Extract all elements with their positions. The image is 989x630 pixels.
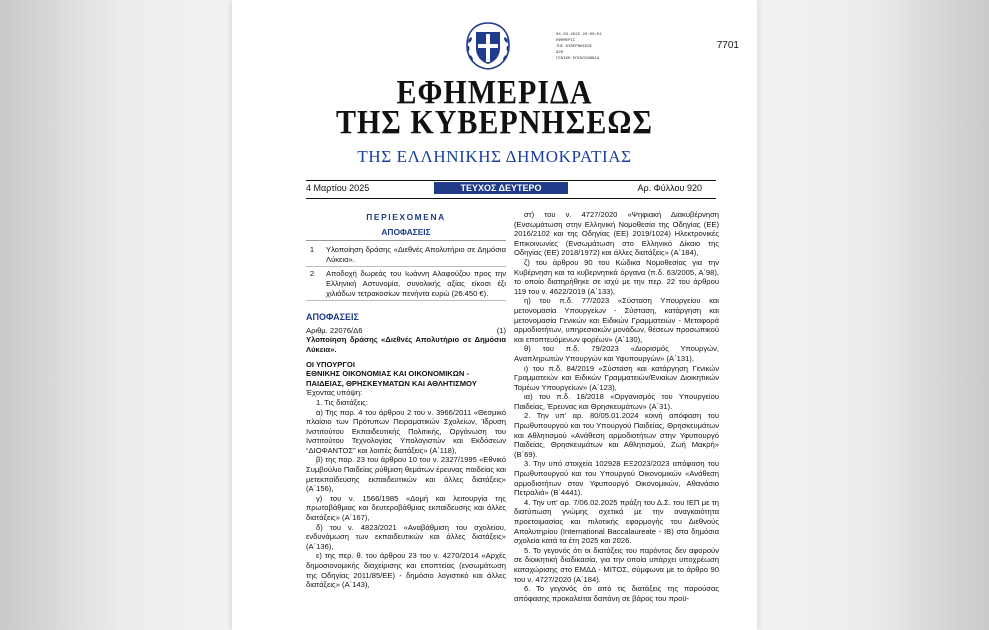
body-paragraph: 5. Το γεγονός ότι οι διατάξεις του παρόντος δεν αφορούν σε διοικητική διαδικασία, για την οποία υπάρχει υποχρέωση καταχώρισης στο ΕΜΔΔ - ΜΙΤΟΣ, σύμφωνα με το άρθρο 90 του ν. 4727/2020 (Α΄184).: [514, 545, 719, 584]
contents-item-text: Αποδοχή δωρεάς του Ιωάννη Αλαφούζου προς την Ελληνική Αστυνομία, συνολικής αξίας είκοσι έξι χιλιάδων τετρακοσίων πενήντα ευρώ (26.450 €).: [326, 269, 506, 298]
body-paragraph: ε) της περ. θ. του άρθρου 23 του ν. 4270/2014 «Αρχές δημοσιονομικής διαχείρισης και εποπτείας (ενσωμάτωση της Οδηγίας 2011/85/ΕΕ) - δημόσιο λογιστικό και άλλες διατάξεις» (Α΄143),: [306, 551, 506, 590]
greek-coat-of-arms-icon: [461, 20, 515, 72]
body-paragraph: δ) του ν. 4823/2021 «Αναβάθμιση του σχολείου, ενδυνάμωση των εκπαιδευτικών και άλλες διατάξεις» (Α΄136),: [306, 522, 506, 551]
body-paragraph: η) του π.δ. 77/2023 «Σύσταση Υπουργείου και μετονομασία Υπουργείων - Σύσταση, κατάργηση και μετονομασία Γενικών και Ειδικών Γραμματειών - Μεταφορά αρμοδιοτήτων, υπηρεσιακών μονάδων, θέσεων προσωπικού και εποπτευόμενων φορέων» (Α΄130),: [514, 296, 719, 344]
issue-series-badge: ΤΕΥΧΟΣ ΔΕΥΤΕΡΟ: [434, 182, 568, 194]
contents-divider: [306, 240, 506, 241]
right-column: [514, 210, 719, 603]
meta-line: ΤΗΣ ΚΥΒΕΡΝΗΣΕΩΣ: [556, 45, 593, 49]
issue-sheet-number: Αρ. Φύλλου 920: [637, 183, 702, 193]
body-paragraph: 3. Την υπό στοιχεία 102928 ΕΞ2023/2023 απόφαση του Πρωθυπουργού και του Υπουργού Οικονομικών «Ανάθεση αρμοδιοτήτων στον Υφυπουργό Οικονομικών, Αθανάσιο Πετραλιά» (Β΄4441).: [514, 459, 719, 498]
body-paragraph: α) Της παρ. 4 του άρθρου 2 του ν. 3966/2011 «Θεσμικό πλαίσιο των Πρότυπων Πειραματικών Σχολείων, Ίδρυση Ινστιτούτου Εκπαιδευτικής Πολιτικής, Οργάνωση του Ινστιτούτου Τεχνολογίας Υπολογιστών και Εκδόσεων “ΔΙΟΦΑΝΤΟΣ” και λοιπές διατάξεις» (Α΄118),: [306, 407, 506, 455]
gazette-subtitle: ΤΗΣ ΕΛΛΗΝΙΚΗΣ ΔΗΜΟΚΡΑΤΙΑΣ: [357, 147, 632, 166]
body-paragraph: 4. Την υπ' αρ. 7/06.02.2025 πράξη του Δ.Σ. του ΙΕΠ με τη διατύπωση γνώμης σχετικά με την αναγκαιότητα προετοιμασίας και πιλοτικής εφαρμογής του Διεθνούς Απολυτηρίου (International Baccalaureate - IB) στα δημόσια σχολεία κατά τα έτη 2025 και 2026.: [514, 497, 719, 546]
issue-info-row: [306, 183, 716, 195]
decision-title: Υλοποίηση δράσης «Διεθνές Απολυτήριο σε Δημόσια Λύκεια».: [306, 335, 506, 354]
contents-item-number: 1: [309, 245, 315, 255]
meta-line: 04.03.2025 20:00:01: [556, 33, 602, 37]
contents-item[interactable]: [306, 243, 506, 267]
body-paragraph: γ) του ν. 1566/1985 «Δομή και λειτουργία της πρωτοβάθμιας και δευτεροβάθμιας εκπαίδευσης και άλλες διατάξεις» (Α΄167),: [306, 493, 506, 523]
contents-heading: ΠΕΡΙΕΧΟΜΕΝΑ: [366, 212, 446, 222]
contents-item-text: Υλοποίηση δράσης «Διεθνές Απολυτήριο σε Δημόσια Λύκεια».: [326, 245, 506, 264]
contents-section-heading: ΑΠΟΦΑΣΕΙΣ: [381, 226, 431, 237]
gazette-title-line1: ΕΦΗΜΕΡΙΔΑ: [396, 73, 593, 111]
header-top-rule: [306, 180, 716, 181]
header-bottom-rule: [306, 198, 716, 199]
body-paragraph: θ) του π.δ. 79/2023 «Διορισμός Υπουργών, Αναπληρωτών Υπουργών και Υφυπουργών» (Α΄131),: [514, 344, 719, 363]
having-regard: Έχοντας υπόψη:: [306, 388, 363, 398]
contents-item-number: 2: [309, 269, 315, 279]
meta-line: ΕΦΗΜΕΡΙΣ: [556, 39, 576, 43]
decision-number: Αριθμ. 22076/Δ6: [306, 325, 363, 335]
ministers-line: ΟΙ ΥΠΟΥΡΓΟΙ: [306, 359, 355, 369]
body-paragraph: 2. Την υπ' αρ. 80/05.01.2024 κοινή απόφαση του Πρωθυπουργού και του Υπουργού Παιδείας, Θρησκευμάτων και Αθλητισμού «Ανάθεση αρμοδιοτήτων στην Υφυπουργό Παιδείας, Θρησκευμάτων και Αθλητισμού, Ζωή Μακρή» (Β΄69).: [514, 411, 719, 459]
body-paragraph: ι) του π.δ. 84/2019 «Σύσταση και κατάργηση Γενικών Γραμματειών και Ειδικών Γραμματειών/Ενιαίων Διοικητικών Τομέων Υπουργείων» (Α΄123),: [514, 363, 719, 392]
decision-number-row: [306, 326, 506, 336]
body-paragraph: ζ) του άρθρου 90 του Κώδικα Νομοθεσίας για την Κυβέρνηση και τα κυβερνητικά όργανα (π.δ. 63/2005, Α΄98), το οποίο διατηρήθηκε σε ισχύ με την περ. 22 του άρθρου 119 του ν. 4622/2019 (Α΄133),: [514, 257, 719, 296]
decision-index: (1): [496, 325, 506, 335]
ministers-line: ΠΑΙΔΕΙΑΣ, ΘΡΗΣΚΕΥΜΑΤΩΝ ΚΑΙ ΑΘΛΗΤΙΣΜΟΥ: [306, 378, 477, 388]
meta-line: ΓΕΝΙΚΗ ΕΠΙΚΟΙΝΩΝΙΑ: [556, 57, 600, 61]
left-column: [306, 210, 506, 590]
body-paragraph: ια) του π.δ. 18/2018 «Οργανισμός του Υπουργείου Παιδείας, Έρευνας και Θρησκευμάτων» (Α΄31).: [514, 392, 719, 411]
digital-signature-meta: [556, 32, 602, 62]
gazette-title-line2: ΤΗΣ ΚΥΒΕΡΝΗΣΕΩΣ: [335, 103, 654, 141]
body-paragraph: 6. Το γεγονός ότι από τις διατάξεις της παρούσας απόφασης προκαλείται δαπάνη σε βάρος του προϋ-: [514, 584, 719, 603]
gazette-page: [232, 0, 757, 630]
body-paragraph: στ) του ν. 4727/2020 «Ψηφιακή Διακυβέρνηση (Ενσωμάτωση στην Ελληνική Νομοθεσία της Οδηγίας (ΕΕ) 2016/2102 και της Οδηγίας (ΕΕ) 2019/1024) Ηλεκτρονικές Επικοινωνίες (Ενσωμάτωση στο Ελληνικό Δίκαιο της Οδηγίας (ΕΕ) 2018/1972) και άλλες διατάξεις» (Α΄184),: [514, 210, 719, 258]
issue-date: 4 Μαρτίου 2025: [306, 183, 370, 193]
ministers-line: ΕΘΝΙΚΗΣ ΟΙΚΟΝΟΜΙΑΣ ΚΑΙ ΟΙΚΟΝΟΜΙΚΩΝ -: [306, 369, 470, 379]
body-paragraph: β) της παρ. 23 του άρθρου 10 του ν. 2327/1995 «Εθνικό Συμβούλιο Παιδείας ρύθμιση θεμάτων έρευνας παιδείας και μετεκπαίδευσης εκπαιδευτικών και άλλες διατάξεις» (Α΄156),: [306, 455, 506, 494]
page-number: 7701: [716, 40, 739, 51]
ministers-block: [306, 360, 506, 389]
decisions-heading: ΑΠΟΦΑΣΕΙΣ: [306, 312, 359, 323]
contents-item[interactable]: [306, 267, 506, 301]
body-paragraph: 1. Τις διατάξεις:: [316, 397, 368, 407]
meta-line: 920: [556, 51, 564, 55]
